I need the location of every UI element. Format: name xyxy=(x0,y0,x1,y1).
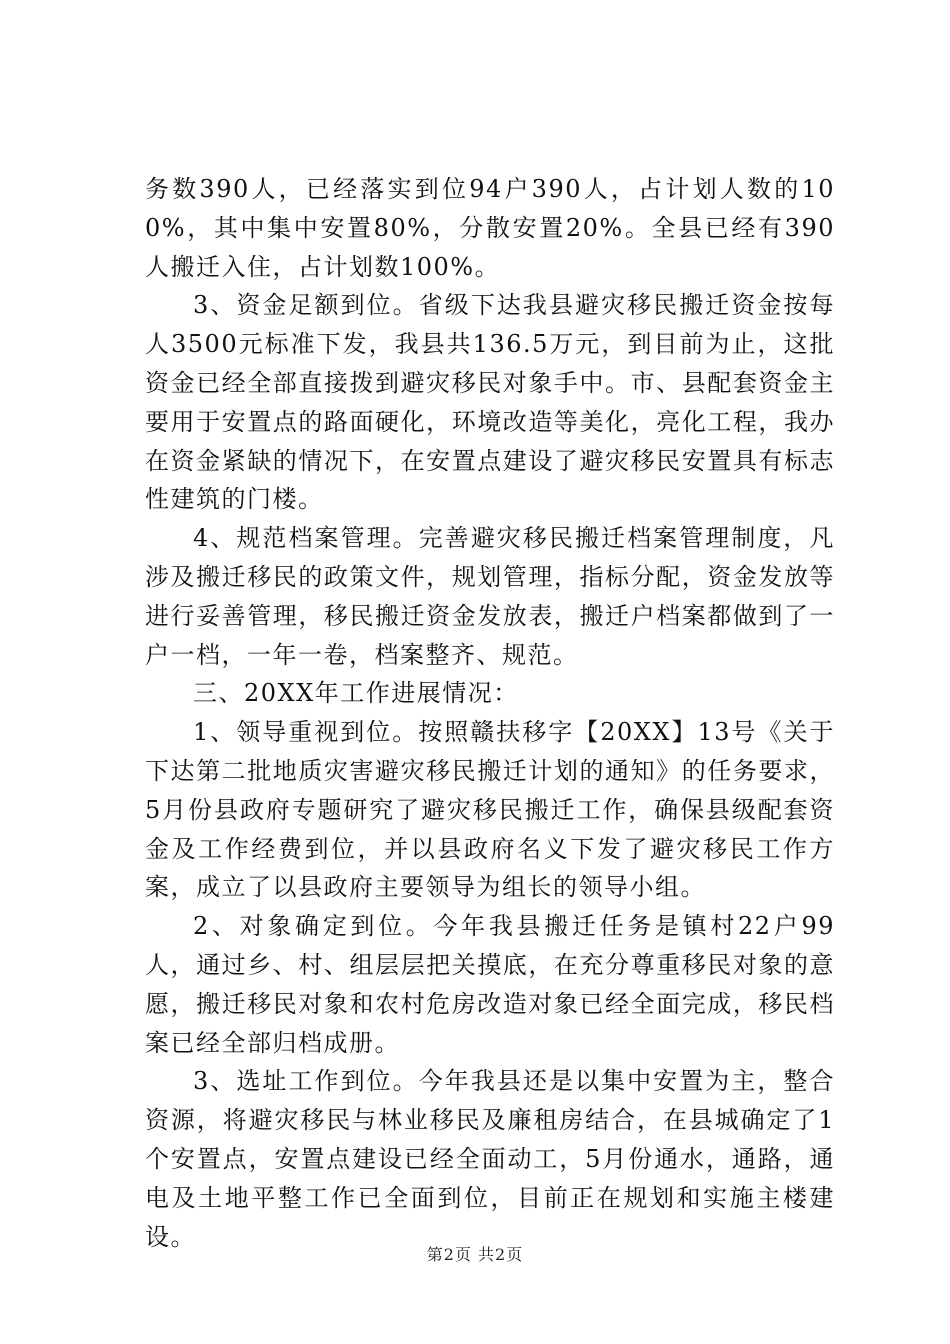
paragraph-site-selection: 3、选址工作到位。今年我县还是以集中安置为主，整合资源，将避灾移民与林业移民及廉租房结合，在县城确定了1个安置点，安置点建设已经全面动工，5月份通水，通路，通电及土地平整工作已全面到位，目前正在规划和实施主楼建设。 xyxy=(145,1067,835,1251)
document-body xyxy=(145,170,835,1256)
paragraph-archives: 4、规范档案管理。完善避灾移民搬迁档案管理制度，凡涉及搬迁移民的政策文件，规划管理，指标分配，资金发放等进行妥善管理，移民搬迁资金发放表，搬迁户档案都做到了一户一档，一年一卷，档案整齐、规范。 xyxy=(145,524,835,669)
paragraph-continuation: 务数390人，已经落实到位94户390人，占计划人数的100%，其中集中安置80%，分散安置20%。全县已经有390人搬迁入住，占计划数100%。 xyxy=(145,175,835,281)
paragraph-targets: 2、对象确定到位。今年我县搬迁任务是镇村22户99人，通过乡、村、组层层把关摸底，在充分尊重移民对象的意愿，搬迁移民对象和农村危房改造对象已经全面完成，移民档案已经全部归档成册。 xyxy=(145,912,835,1057)
page-number: 第2页 共2页 xyxy=(426,1245,524,1264)
paragraph-funds: 3、资金足额到位。省级下达我县避灾移民搬迁资金按每人3500元标准下发，我县共136.5万元，到目前为止，这批资金已经全部直接拨到避灾移民对象手中。市、县配套资金主要用于安置点的路面硬化，环境改造等美化，亮化工程，我办在资金紧缺的情况下，在安置点建设了避灾移民安置具有标志性建筑的门楼。 xyxy=(145,291,835,514)
paragraph-leadership: 1、领导重视到位。按照赣扶移字【20XX】13号《关于下达第二批地质灾害避灾移民搬迁计划的通知》的任务要求，5月份县政府专题研究了避灾移民搬迁工作，确保县级配套资金及工作经费到位，并以县政府名义下发了避灾移民工作方案，成立了以县政府主要领导为组长的领导小组。 xyxy=(145,718,835,902)
section-heading: 三、20XX年工作进展情况： xyxy=(193,679,519,708)
